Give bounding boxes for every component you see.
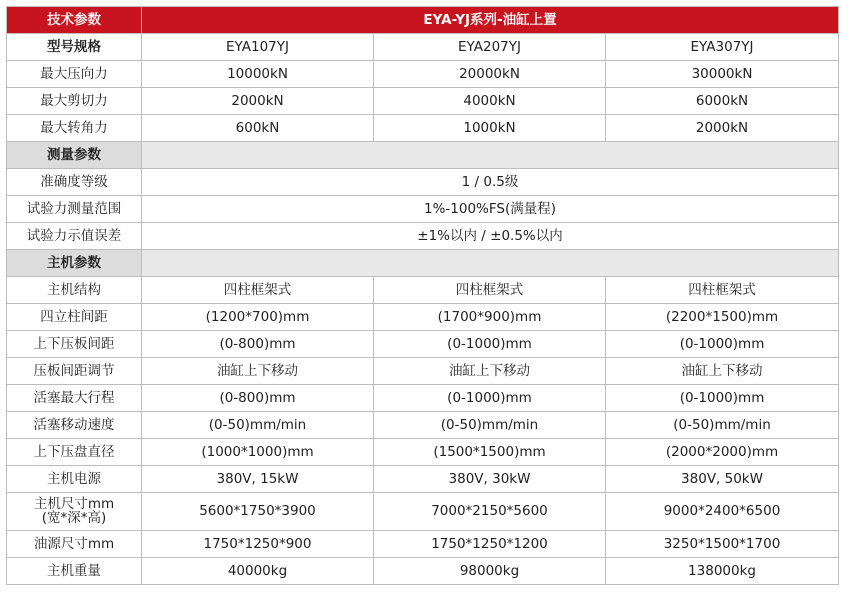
value-cell: (0-1000)mm [606, 331, 839, 358]
table-row [7, 331, 839, 358]
value-cell: 2000kN [606, 115, 839, 142]
value-cell: (0-800)mm [142, 385, 374, 412]
spec-table [6, 6, 839, 585]
series-title: EYA-YJ系列-油缸上置 [142, 7, 839, 34]
table-row [7, 358, 839, 385]
row-label [7, 493, 142, 531]
value-cell: 3250*1500*1700 [606, 531, 839, 558]
value-cell: 四柱框架式 [142, 277, 374, 304]
table-row [7, 223, 839, 250]
row-label: 油源尺寸mm [7, 531, 142, 558]
row-label: 活塞移动速度 [7, 412, 142, 439]
row-label: 主机重量 [7, 558, 142, 585]
section-row [7, 250, 839, 277]
value-cell: (0-1000)mm [606, 385, 839, 412]
section-row [7, 142, 839, 169]
table-row [7, 277, 839, 304]
value-cell: 油缸上下移动 [374, 358, 606, 385]
header-row [7, 7, 839, 34]
value-cell: 油缸上下移动 [606, 358, 839, 385]
model-row [7, 34, 839, 61]
value-cell: 四柱框架式 [606, 277, 839, 304]
merged-value-cell: ±1%以内 / ±0.5%以内 [142, 223, 839, 250]
model-cell: EYA307YJ [606, 34, 839, 61]
header-label: 技术参数 [7, 7, 142, 34]
value-cell: 2000kN [142, 88, 374, 115]
value-cell: 380V, 50kW [606, 466, 839, 493]
value-cell: 1000kN [374, 115, 606, 142]
value-cell: (0-50)mm/min [606, 412, 839, 439]
value-cell: 30000kN [606, 61, 839, 88]
model-cell: EYA107YJ [142, 34, 374, 61]
row-label: 最大转角力 [7, 115, 142, 142]
table-row [7, 169, 839, 196]
row-label: 试验力示值误差 [7, 223, 142, 250]
value-cell: (2200*1500)mm [606, 304, 839, 331]
value-cell: 5600*1750*3900 [142, 493, 374, 531]
value-cell: 380V, 30kW [374, 466, 606, 493]
table-row [7, 439, 839, 466]
value-cell: (0-800)mm [142, 331, 374, 358]
table-row [7, 88, 839, 115]
section-label: 主机参数 [7, 250, 142, 277]
row-label: 上下压盘直径 [7, 439, 142, 466]
value-cell: (0-50)mm/min [142, 412, 374, 439]
label-line: 主机尺寸mm [33, 496, 115, 512]
value-cell: 9000*2400*6500 [606, 493, 839, 531]
value-cell: (0-1000)mm [374, 331, 606, 358]
value-cell: 98000kg [374, 558, 606, 585]
value-cell: (1700*900)mm [374, 304, 606, 331]
row-label: 上下压板间距 [7, 331, 142, 358]
table-row [7, 493, 839, 531]
merged-value-cell: 1%-100%FS(满量程) [142, 196, 839, 223]
table-row [7, 558, 839, 585]
two-line-label [34, 497, 114, 525]
row-label: 最大剪切力 [7, 88, 142, 115]
value-cell: 1750*1250*900 [142, 531, 374, 558]
value-cell: 40000kg [142, 558, 374, 585]
table-row [7, 115, 839, 142]
merged-value-cell: 1 / 0.5级 [142, 169, 839, 196]
value-cell: 20000kN [374, 61, 606, 88]
value-cell: 油缸上下移动 [142, 358, 374, 385]
table-row [7, 61, 839, 88]
row-label: 准确度等级 [7, 169, 142, 196]
row-label: 最大压向力 [7, 61, 142, 88]
value-cell: 6000kN [606, 88, 839, 115]
value-cell: 380V, 15kW [142, 466, 374, 493]
model-label: 型号规格 [7, 34, 142, 61]
value-cell: 10000kN [142, 61, 374, 88]
table-row [7, 196, 839, 223]
value-cell: (0-1000)mm [374, 385, 606, 412]
table-row [7, 531, 839, 558]
row-label: 主机电源 [7, 466, 142, 493]
table-row [7, 466, 839, 493]
table-row [7, 412, 839, 439]
label-line: (宽*深*高) [41, 510, 107, 526]
value-cell: 1750*1250*1200 [374, 531, 606, 558]
value-cell: (0-50)mm/min [374, 412, 606, 439]
model-cell: EYA207YJ [374, 34, 606, 61]
row-label: 压板间距调节 [7, 358, 142, 385]
value-cell: 600kN [142, 115, 374, 142]
value-cell: 138000kg [606, 558, 839, 585]
row-label: 活塞最大行程 [7, 385, 142, 412]
value-cell: (2000*2000)mm [606, 439, 839, 466]
value-cell: (1200*700)mm [142, 304, 374, 331]
section-filler [142, 250, 839, 277]
section-filler [142, 142, 839, 169]
row-label: 主机结构 [7, 277, 142, 304]
value-cell: (1000*1000)mm [142, 439, 374, 466]
row-label: 四立柱间距 [7, 304, 142, 331]
value-cell: 4000kN [374, 88, 606, 115]
value-cell: 四柱框架式 [374, 277, 606, 304]
section-label: 测量参数 [7, 142, 142, 169]
value-cell: 7000*2150*5600 [374, 493, 606, 531]
value-cell: (1500*1500)mm [374, 439, 606, 466]
row-label: 试验力测量范围 [7, 196, 142, 223]
table-row [7, 385, 839, 412]
table-row [7, 304, 839, 331]
